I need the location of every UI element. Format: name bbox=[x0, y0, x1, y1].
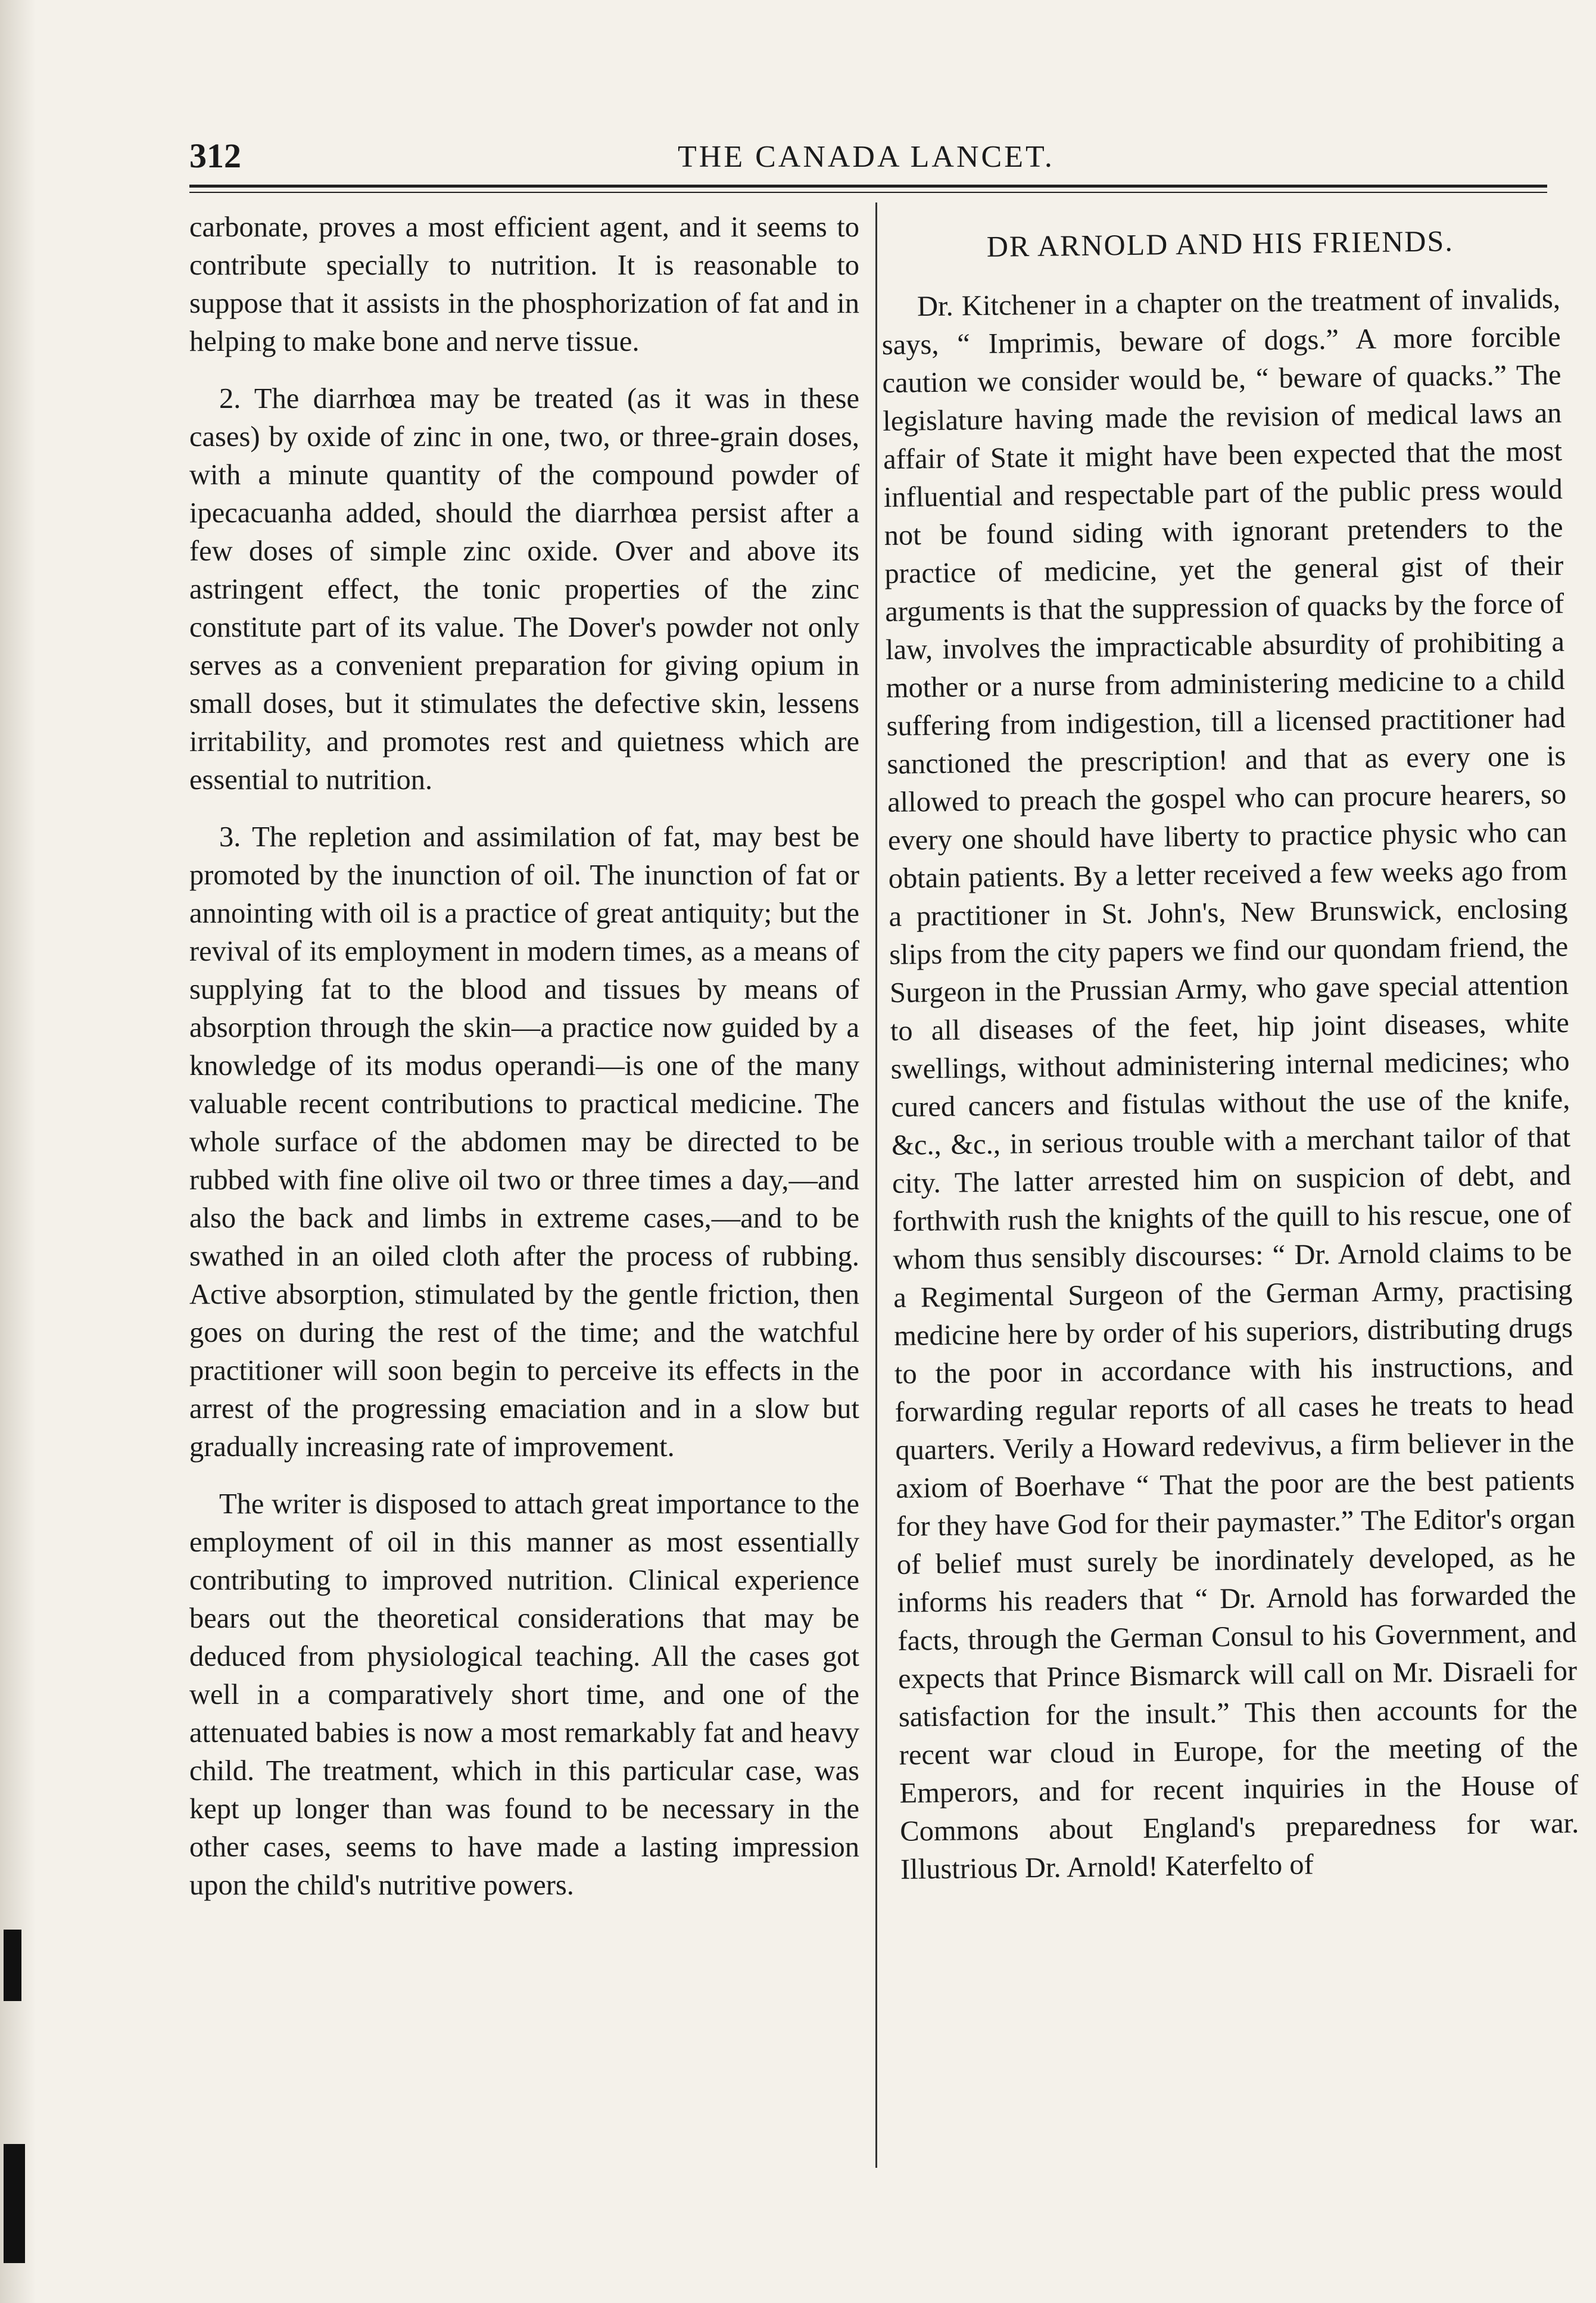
paragraph: Dr. Kitchener in a chapter on the treatment of invalids, says, “ Imprimis, beware of dogs.” A more forcible caution we consider would be, “ beware of quacks.” The legislature having made the revision of medical laws an affair of State it might have been expected that the most influential and respectable part of the public press would not be found siding with ignorant pretenders to the practice of medicine, yet the general gist of their arguments is that the suppression of quacks by the force of law, involves the impracticable absurdity of prohibiting a mother or a nurse from administering medicine to a child suffering from indigestion, till a licensed practitioner had sanctioned the prescription! and that as every one is allowed to preach the gospel who can procure hearers, so every one should have liberty to practice physic who can obtain patients. By a letter received a few weeks ago from a practitioner in St. John's, New Brunswick, enclosing slips from the city papers we find our quondam friend, the Surgeon in the Prussian Army, who gave special attention to all diseases of the feet, hip joint diseases, white swellings, without administering internal medicines; who cured cancers and fistulas without the use of the knife, &c., &c., in serious trouble with a merchant tailor of that city. The latter arrested him on suspicion of debt, and forthwith rush the knights of the quill to his rescue, one of whom thus sensibly discourses: “ Dr. Arnold claims to be a Regimental Surgeon of the German Army, practising medicine here by order of his superiors, distributing drugs to the poor in accordance with his instructions, and forwarding regular reports of all cases he treats to head quarters. Verily a Howard redevivus, a firm believer in the axiom of Boerhave “ That the poor are the best patients for they have God for their paymaster.” The Editor's organ of belief must surely be inordinately developed, as he informs his readers that “ Dr. Arnold has forwarded the facts, through the German Consul to his Government, and expects that Prince Bismarck will call on Mr. Disraeli for satisfaction for the insult.” This then accounts for the recent war cloud in Europe, for the meeting of the Emperors, and for recent inquiries in the House of Commons about England's preparedness for war. Illustrious Dr. Arnold! Katerfelto of bbox=[881, 283, 1579, 1886]
scan-artifact bbox=[4, 1930, 21, 2001]
column-divider bbox=[875, 202, 877, 2168]
paragraph: 2. The diarrhœa may be treated (as it was in these cases) by oxide of zinc in one, two, or three-grain doses, with a minute quantity of the compound powder of ipecacuanha added, should the diarrhœa persist after a few doses of simple zinc oxide. Over and above its astringent effect, the tonic properties of the zinc constitute part of its value. The Dover's powder not only serves as a convenient preparation for giving opium in small doses, but it stimulates the defective skin, lessens irritability, and promotes rest and quietness which are essential to nutrition. bbox=[189, 383, 859, 796]
right-column bbox=[880, 200, 1579, 1889]
page-number: 312 bbox=[189, 136, 241, 175]
article-title: DR ARNOLD AND HIS FRIENDS. bbox=[986, 224, 1454, 263]
page-header bbox=[189, 136, 1494, 183]
header-rule bbox=[189, 185, 1547, 188]
paragraph: The writer is disposed to attach great importance to the employment of oil in this manner as most essentially contributing to improved nutrition. Clinical experience bears out the theoretical considerations that may be deduced from physiological teaching. All the cases got well in a comparatively short time, and one of the attenuated babies is now a most remarkably fat and heavy child. The treatment, which in this particular case, was kept up longer than was found to be necessary in the other cases, seems to have made a lasting impression upon the child's nutritive powers. bbox=[189, 1488, 859, 1901]
running-title: THE CANADA LANCET. bbox=[678, 140, 1055, 174]
header-rule bbox=[189, 192, 1547, 193]
scan-artifact bbox=[4, 2144, 25, 2263]
left-column bbox=[189, 208, 859, 1924]
paragraph: 3. The repletion and assimilation of fat, may best be promoted by the inunction of oil. The inunction of fat or annointing with oil is a practice of great antiquity; but the revival of its employment in modern times, as a means of supplying fat to the blood and tissues by means of absorption through the skin—a practice now guided by a knowledge of its modus operandi—is one of the many valuable recent contributions to practical medicine. The whole surface of the abdomen may be directed to be rubbed with fine olive oil two or three times a day,—and also the back and limbs in extreme cases,—and to be swathed in an oiled cloth after the process of rubbing. Active absorption, stimulated by the gentle friction, then goes on during the rest of the time; and the watchful practitioner will soon begin to perceive its effects in the arrest of the progressing emaciation and in a slow but gradually increasing rate of improvement. bbox=[189, 821, 859, 1463]
paragraph: carbonate, proves a most efficient agent, and it seems to contribute specially to nutrition. It is reasonable to suppose that it assists in the phosphorization of fat and in helping to make bone and nerve tissue. bbox=[189, 211, 859, 357]
